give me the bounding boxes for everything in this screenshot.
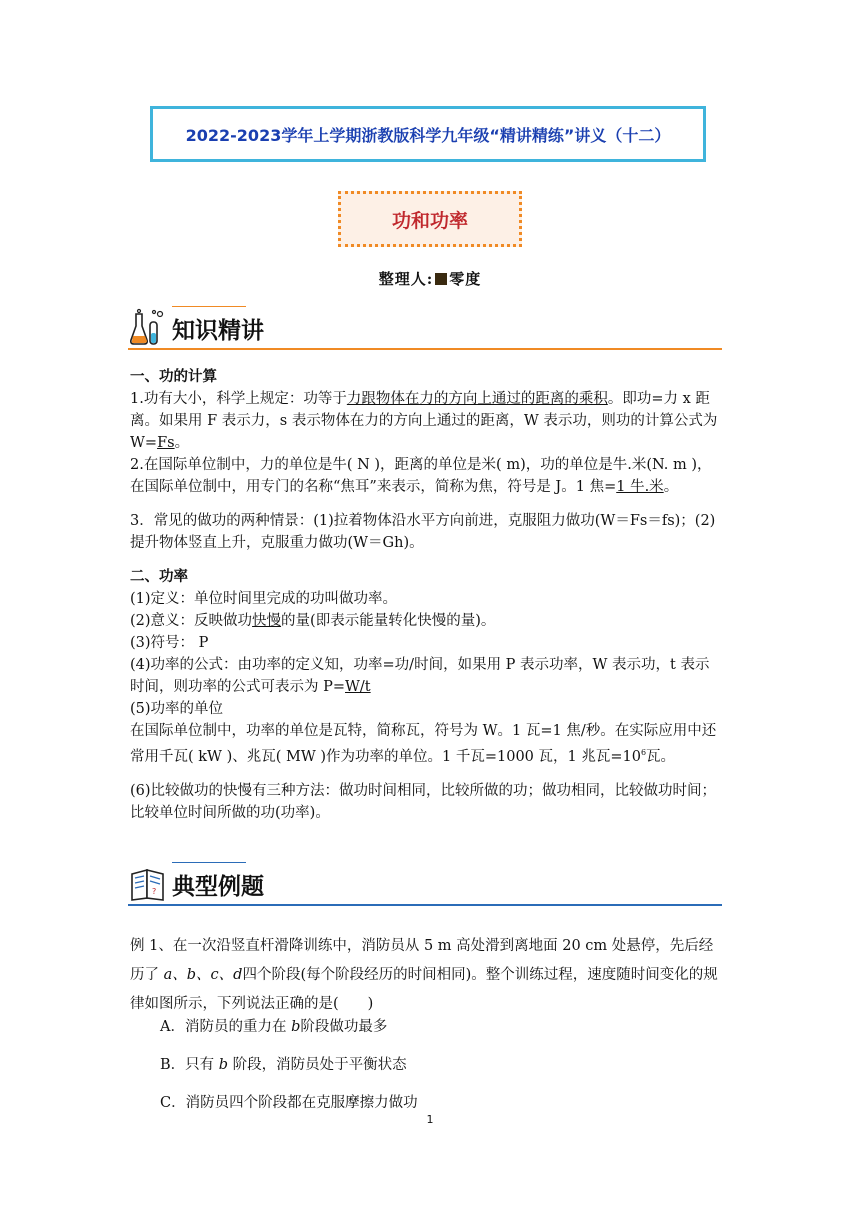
- author-label: 整理人:: [378, 270, 434, 288]
- section-divider: [128, 348, 722, 350]
- svg-text:?: ?: [152, 887, 157, 896]
- author-name: 零度: [449, 270, 482, 288]
- section-header-knowledge: [128, 306, 722, 352]
- paragraph-work-scenarios: 3．常见的做功的两种情景：(1)拉着物体沿水平方向前进，克服阻力做功(W＝Fs＝fs)；(2)提升物体竖直上升，克服重力做功(W＝Gh)。: [130, 513, 716, 551]
- heading-power: 二、功率: [130, 568, 188, 585]
- power-meaning: (2)意义：反映做功快慢的量(即表示能量转化快慢的量)。: [130, 613, 496, 629]
- power-units-heading: (5)功率的单位: [130, 701, 224, 717]
- power-definition: (1)定义：单位时间里完成的功叫做功率。: [130, 591, 398, 607]
- book-icon: [130, 864, 166, 902]
- topic-title: 功和功率: [391, 209, 468, 232]
- section-top-rule: [172, 306, 246, 307]
- question-text: 例 1、在一次沿竖直杆滑降训练中，消防员从 5 m 高处滑到离地面 20 cm 处悬停，先后经历了 a、b、c、d四个阶段(每个阶段经历的时间相同)。整个训练过程，速度随时间变化的规律如图所示，下列说法正确的是( ): [130, 938, 718, 1012]
- author-line: [0, 268, 860, 289]
- author-logo-icon: [435, 273, 447, 285]
- example-question: [130, 932, 722, 1019]
- page-number: 1: [426, 1113, 434, 1126]
- document-title: 2022-2023学年上学期浙教版科学九年级“精讲精练”讲义（十二）: [185, 125, 671, 145]
- power-formula: (4)功率的公式：由功率的定义知，功率=功/时间，如果用 P 表示功率，W 表示功，t 表示时间，则功率的公式可表示为 P=W/t: [130, 657, 710, 695]
- option-c: C．消防员四个阶段都在克服摩擦力做功: [160, 1095, 418, 1111]
- heading-work-calculation: 一、功的计算: [130, 368, 217, 385]
- section-title: 知识精讲: [172, 318, 264, 344]
- paragraph-work-units: 2.在国际单位制中，力的单位是牛( N )，距离的单位是米( m)，功的单位是牛.米(N. m )，在国际单位制中，用专门的名称“焦耳”来表示，简称为焦，符号是 J。1 焦=1 牛.米。: [130, 457, 712, 495]
- knowledge-content: [130, 366, 722, 824]
- power-comparison: (6)比较做功的快慢有三种方法：做功时间相同，比较所做的功；做功相同，比较做功时间；比较单位时间所做的功(功率)。: [130, 782, 717, 821]
- section-top-rule: [172, 862, 246, 863]
- power-units-text: 在国际单位制中，功率的单位是瓦特，简称瓦，符号为 W。1 瓦=1 焦/秒。在实际应用中还常用千瓦( kW )、兆瓦( MW )作为功率的单位。1 千瓦=1000 瓦，1 兆瓦$=10^6$瓦。: [130, 723, 717, 765]
- paragraph-work-definition: 1.功有大小，科学上规定：功等于力跟物体在力的方向上通过的距离的乘积。即功=力 x 距离。如果用 F 表示力，s 表示物体在力的方向上通过的距离，W 表示功，则功的计算公式为 W=Fs。: [130, 391, 718, 451]
- option-a: A．消防员的重力在 b阶段做功最多: [160, 1019, 388, 1035]
- flask-icon: [130, 308, 166, 346]
- section-header-examples: [128, 862, 722, 908]
- power-symbol: (3)符号： P: [130, 635, 209, 651]
- document-title-box: [150, 106, 706, 162]
- section-title: 典型例题: [172, 874, 264, 900]
- option-b: B．只有 b 阶段，消防员处于平衡状态: [160, 1057, 407, 1073]
- section-divider: [128, 904, 722, 906]
- topic-box: [338, 191, 522, 247]
